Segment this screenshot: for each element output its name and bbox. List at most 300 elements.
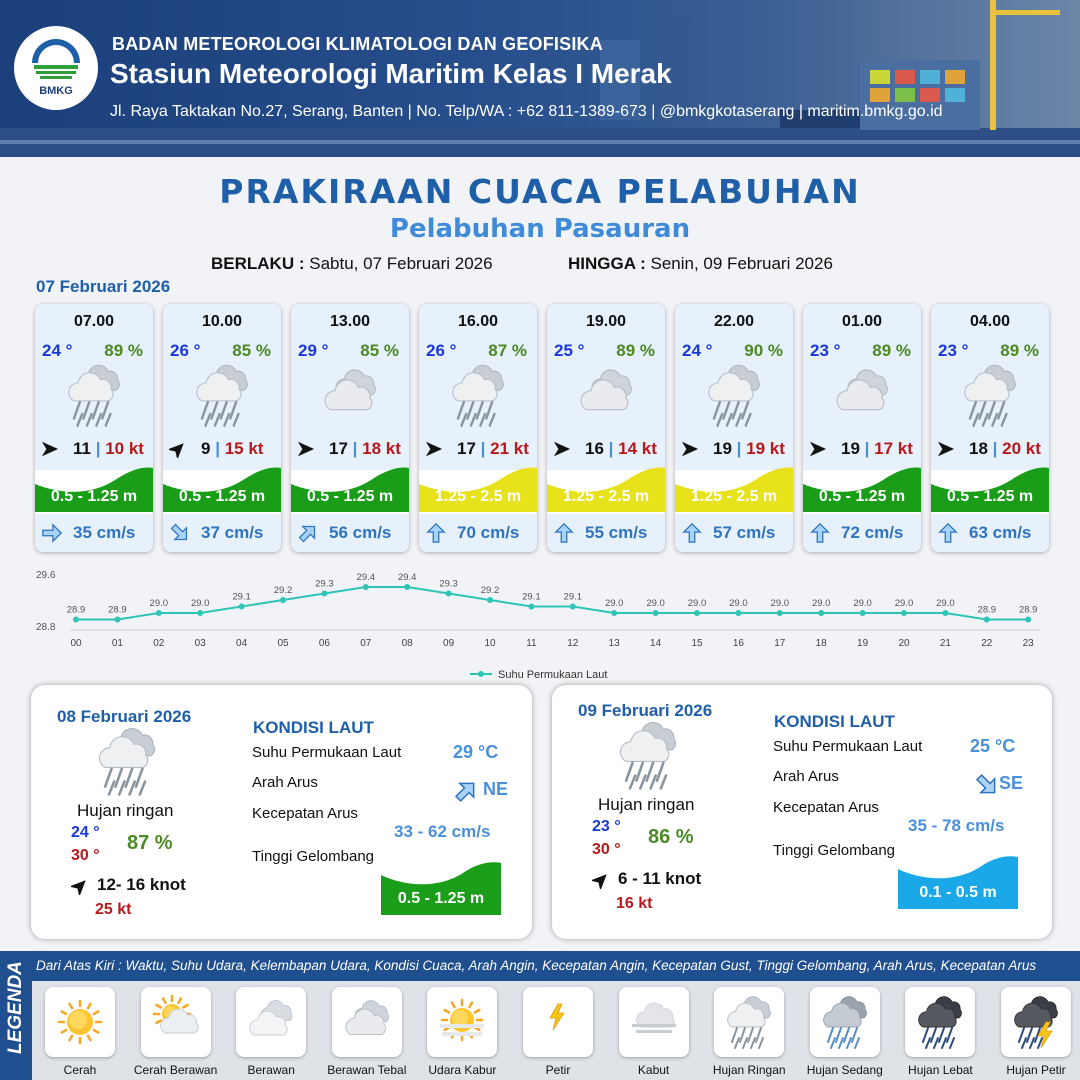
panel-wave-height: 0.1 - 0.5 m [919,884,997,901]
berawan-tebal-icon [317,362,383,428]
data-label: 28.9 [977,604,997,616]
header-banner [0,0,1080,157]
legend-item [45,987,115,1077]
data-point [611,610,617,616]
forecast-card [675,304,793,552]
legend-item-label: Kabut [637,1063,670,1077]
panel-wind-speed: 6 - 11 knot [618,869,702,888]
panel-temp-min: 24 ° [71,824,100,841]
legend-icon-box [714,987,784,1057]
wind-row [35,437,153,461]
legend-icon-box [1001,987,1071,1057]
current-direction-icon [297,522,319,544]
berawan-icon [243,994,299,1050]
wave-height-label: Tinggi Gelombang [252,848,375,865]
wind-speed: 17 [457,439,476,458]
port-name: Pelabuhan Pasauran [389,214,691,244]
cerah-icon [52,994,108,1050]
weather-condition [701,362,767,428]
panel-temp-max: 30 ° [71,847,100,864]
air-temperature: 26 ° [426,341,457,360]
data-label: 29.3 [315,578,334,590]
weather-condition [317,362,383,428]
wind-speed-row [73,439,144,459]
berawan-tebal-icon [339,994,395,1050]
forecast-card [931,304,1049,552]
data-point [570,604,576,610]
panel-wind-speed: 12- 16 knot [97,875,186,894]
bmkg-logo [14,26,98,110]
panel-humidity: 87 % [127,832,173,854]
panel-date: 08 Februari 2026 [57,707,192,726]
wind-row [675,437,793,461]
data-label: 29.0 [687,598,707,609]
weather-condition [61,362,127,428]
air-temperature: 29 ° [298,341,329,360]
current-direction-icon [809,522,831,544]
daily-panel [552,685,1052,939]
hujan-ringan-icon [61,362,127,428]
legend-icon-box [45,987,115,1057]
wind-direction-icon [681,440,699,458]
current-speed-label: Kecepatan Arus [252,805,358,822]
x-tick-label: 17 [774,638,786,649]
legend-item [523,987,593,1077]
gust-speed: 21 kt [490,439,529,458]
wave-height-label: Tinggi Gelombang [773,842,896,859]
page-title: PRAKIRAAN CUACA PELABUHAN [219,172,861,211]
forecast-time: 13.00 [329,313,371,330]
hujan-ringan-icon [445,362,511,428]
data-label: 29.1 [563,591,583,603]
wind-row [931,437,1049,461]
data-point [528,604,534,610]
x-tick-label: 21 [939,638,951,649]
station-address: Jl. Raya Taktakan No.27, Serang, Banten | No. Telp/WA : +62 811-1389-673 | @bmkgkotaserang | maritim.bmkg.go.id [110,103,943,120]
data-label: 29.2 [480,585,500,596]
hujan-ringan-icon [721,994,777,1050]
current-row [163,514,281,552]
wind-row [803,437,921,461]
wind-row [163,437,281,461]
legend-label: Suhu Permukaan Laut [498,669,608,681]
x-tick-label: 01 [111,638,123,649]
humidity: 90 % [744,341,783,360]
data-point [321,591,327,597]
data-point [860,610,866,616]
current-speed: 57 cm/s [713,523,776,542]
wind-row [547,437,665,461]
wind-speed: 11 [73,439,91,458]
wind-speed-row [713,439,785,459]
wind-direction-icon [169,440,187,458]
wind-speed-row [585,439,657,459]
current-direction-icon [553,522,575,544]
gust-speed: 20 kt [1002,439,1041,458]
daily-panel [31,685,532,939]
data-point [156,610,162,616]
wind-speed: 18 [969,439,988,458]
wave-height: 1.25 - 2.5 m [562,488,650,505]
current-speed: 35 cm/s [73,523,136,542]
wave-height: 0.5 - 1.25 m [178,488,266,505]
legend-item [905,987,975,1077]
current-direction-label: Arah Arus [773,768,839,785]
current-speed-label: Kecepatan Arus [773,799,879,816]
air-temperature: 26 ° [170,341,201,360]
y-tick-label: 29.6 [36,570,56,581]
data-label: 29.0 [190,598,210,609]
current-speed: 72 cm/s [841,523,904,542]
wind-direction-icon [297,440,315,458]
forecast-card [419,304,537,552]
legend-item-label: Hujan Sedang [806,1063,883,1077]
x-tick-label: 00 [70,638,82,649]
panel-wind-direction-icon [592,871,610,889]
data-label: 29.1 [522,591,541,603]
wind-direction-icon [809,440,827,458]
day1-date: 07 Februari 2026 [36,277,171,296]
sea-condition-title: KONDISI LAUT [774,712,895,731]
current-direction-icon [681,522,703,544]
gust-speed: 18 kt [362,439,401,458]
x-tick-label: 19 [857,638,869,649]
wind-direction-icon [553,440,571,458]
forecast-card [35,304,153,552]
current-direction-value: SE [999,773,1024,793]
data-point [984,617,990,623]
current-direction-icon [41,522,63,544]
data-point [487,597,493,603]
wind-speed-row [329,439,401,459]
legend-item [236,987,306,1077]
data-point [73,617,79,623]
panel-current-direction-icon [453,778,479,804]
wind-speed: 16 [585,439,604,458]
legend-side-tab [0,951,32,1080]
legend-item [806,987,883,1077]
air-temperature: 23 ° [938,341,969,360]
humidity: 89 % [104,341,143,360]
series-line [76,587,1028,620]
hujan-petir-icon [1008,994,1064,1050]
humidity: 89 % [1000,341,1039,360]
data-point [653,610,659,616]
data-label: 29.4 [397,572,417,583]
weather-condition [445,362,511,428]
x-tick-label: 20 [898,638,910,649]
forecast-time: 10.00 [201,313,243,330]
data-label: 29.0 [604,598,624,609]
x-tick-label: 05 [277,638,289,649]
valid-to [568,254,833,274]
x-tick-label: 18 [815,638,827,649]
data-point [735,610,741,616]
forecast-card [163,304,281,552]
data-label: 29.3 [439,578,458,590]
panel-gust: 25 kt [95,901,132,918]
legend-icon-box [905,987,975,1057]
valid-to-label: HINGGA : [568,254,646,273]
legend [0,951,1080,1080]
legend-item-label: Hujan Petir [1006,1063,1066,1077]
logo-text: BMKG [39,85,73,97]
data-label: 29.0 [936,598,955,609]
x-tick-label: 15 [691,638,703,649]
wind-direction-icon [937,440,955,458]
weather-condition [829,362,895,428]
forecast-card [547,304,665,552]
panel-gust: 16 kt [616,895,653,912]
hujan-ringan-icon [91,725,163,797]
data-point [239,604,245,610]
station-name: Stasiun Meteorologi Maritim Kelas I Merak [110,58,672,89]
data-label: 29.0 [149,598,169,609]
hujan-sedang-icon [817,994,873,1050]
gust-speed: 15 kt [224,439,264,458]
air-temperature: 23 ° [810,341,841,360]
data-point [942,610,948,616]
wave-height: 1.25 - 2.5 m [434,488,522,505]
sea-surface-temperature-chart [30,562,1060,682]
current-speed-value: 33 - 62 cm/s [394,822,491,841]
hujan-ringan-icon [189,362,255,428]
legend-item [619,987,689,1077]
data-label: 29.4 [356,572,376,583]
data-label: 28.9 [108,604,127,616]
bmkg-emblem-icon [28,39,84,83]
x-tick-label: 02 [153,638,165,649]
wind-separator: | [215,439,220,458]
panel-date: 09 Februari 2026 [578,701,713,720]
y-tick-label: 28.8 [36,622,56,633]
data-point [1025,617,1031,623]
data-label: 29.0 [853,598,872,609]
current-direction-icon [425,522,447,544]
wind-direction-icon [41,440,59,458]
legend-description: Dari Atas Kiri : Waktu, Suhu Udara, Kelembapan Udara, Kondisi Cuaca, Arah Angin, Kecepatan Angin, Kecepatan Gust, Tinggi Gelombang, Arah Arus, Kecepatan Arus [32,951,1080,981]
panel-temp-min: 23 ° [592,818,621,835]
valid-from-label: BERLAKU : [211,254,305,273]
current-row [419,514,537,552]
humidity: 87 % [488,341,527,360]
data-point [404,584,410,590]
wave-height: 0.5 - 1.25 m [946,488,1034,505]
current-speed: 70 cm/s [457,523,520,542]
air-temperature: 24 ° [42,341,73,360]
legend-icon-box [236,987,306,1057]
panel-humidity: 86 % [648,826,694,848]
panel-condition: Hujan ringan [598,795,695,814]
wind-separator: | [864,439,870,458]
gust-speed: 14 kt [618,439,657,458]
forecast-time: 19.00 [585,313,627,330]
sst-label: Suhu Permukaan Laut [773,738,923,755]
current-row [547,514,665,552]
wind-separator: | [992,439,998,458]
legend-item [427,987,497,1077]
wind-direction-icon [425,440,443,458]
forecast-time: 07.00 [73,313,115,330]
wind-separator: | [480,439,486,458]
petir-icon [530,994,586,1050]
forecast-card [291,304,409,552]
data-label: 29.0 [894,598,914,609]
forecast-time: 16.00 [457,313,499,330]
air-temperature: 25 ° [554,341,585,360]
legend-item-label: Hujan Lebat [908,1063,973,1077]
data-label: 28.9 [66,604,86,616]
forecast-time: 01.00 [841,313,883,330]
hujan-ringan-icon [612,719,684,791]
valid-from-value: Sabtu, 07 Februari 2026 [309,254,493,273]
x-tick-label: 12 [567,638,579,649]
current-speed: 63 cm/s [969,523,1032,542]
legend-item-label: Udara Kabur [428,1063,497,1077]
data-label: 29.0 [770,598,790,609]
cerah-berawan-icon [148,994,204,1050]
legend-icon-box [810,987,880,1057]
legend-item [327,987,407,1077]
valid-to-value: Senin, 09 Februari 2026 [650,254,833,273]
data-point [818,610,824,616]
panel-wave-height: 0.5 - 1.25 m [397,890,485,907]
data-label: 29.0 [729,598,748,609]
data-point [197,610,203,616]
organization-name: BADAN METEOROLOGI KLIMATOLOGI DAN GEOFISIKA [112,34,603,54]
x-tick-label: 03 [194,638,206,649]
hujan-lebat-icon [912,994,968,1050]
wave-height: 0.5 - 1.25 m [50,488,138,505]
data-label: 29.1 [232,591,251,603]
wave-height: 0.5 - 1.25 m [818,488,906,505]
x-tick-label: 11 [526,638,537,649]
legend-side-label: LEGENDA [5,961,26,1054]
panel-condition-icon [612,719,684,796]
panel-current-direction-icon [974,772,1000,798]
legend-icon-box [141,987,211,1057]
x-tick-label: 13 [608,638,620,649]
x-tick-label: 04 [236,638,248,649]
panel-condition: Hujan ringan [77,801,174,820]
wind-speed: 9 [201,439,211,458]
gust-speed: 19 kt [746,439,785,458]
hujan-ringan-icon [701,362,767,428]
gust-speed: 10 kt [105,439,144,458]
legend-icon-box [332,987,402,1057]
legend-item [1001,987,1071,1077]
wave-height: 0.5 - 1.25 m [306,488,394,505]
x-tick-label: 22 [981,638,993,649]
forecast-card [803,304,921,552]
weather-condition [189,362,255,428]
humidity: 85 % [360,341,399,360]
kabut-icon [626,994,682,1050]
wind-speed-row [841,439,913,459]
current-speed: 56 cm/s [329,523,392,542]
legend-marker [478,671,484,677]
current-direction-icon [937,522,959,544]
weather-condition [957,362,1023,428]
air-temperature: 24 ° [682,341,713,360]
legend-icon-box [427,987,497,1057]
legend-item-label: Cerah Berawan [133,1063,218,1077]
gust-speed: 17 kt [874,439,913,458]
legend-item [133,987,218,1077]
wind-speed: 17 [329,439,348,458]
legend-item-label: Berawan [247,1063,295,1077]
panel-temp-max: 30 ° [592,841,621,858]
berawan-tebal-icon [829,362,895,428]
x-tick-label: 23 [1022,638,1034,649]
legend-icon-box [523,987,593,1057]
data-label: 29.0 [811,598,831,609]
current-speed: 55 cm/s [585,523,648,542]
current-row [931,514,1049,552]
x-tick-label: 08 [401,638,413,649]
wind-row [291,437,409,461]
panel-condition-icon [91,725,163,802]
data-label: 29.2 [273,585,293,596]
data-label: 29.0 [646,598,665,609]
weather-condition [573,362,639,428]
current-speed: 37 cm/s [201,523,264,542]
data-label: 28.9 [1018,604,1038,616]
wind-speed-row [969,439,1041,459]
wind-separator: | [95,439,101,458]
data-point [901,610,907,616]
panel-wind-direction-icon [71,877,89,895]
hujan-ringan-icon [957,362,1023,428]
wind-separator: | [352,439,358,458]
current-direction-value: NE [483,779,509,799]
legend-item [712,987,786,1077]
wind-separator: | [608,439,614,458]
sst-label: Suhu Permukaan Laut [252,744,402,761]
current-speed-value: 35 - 78 cm/s [908,816,1005,835]
legend-item-label: Petir [545,1063,571,1077]
valid-from [211,254,493,274]
current-row [803,514,921,552]
forecast-time: 04.00 [969,313,1011,330]
x-tick-label: 16 [732,638,744,649]
x-tick-label: 10 [484,638,496,649]
wind-speed: 19 [713,439,732,458]
data-point [777,610,783,616]
wind-speed-row [457,439,529,459]
sst-value: 29 °C [453,742,499,762]
udara-kabur-icon [434,994,490,1050]
x-tick-label: 14 [650,638,662,649]
data-point [114,617,120,623]
x-tick-label: 06 [318,638,330,649]
current-direction-icon [169,522,191,544]
berawan-tebal-icon [573,362,639,428]
current-direction-label: Arah Arus [252,774,318,791]
sea-condition-title: KONDISI LAUT [253,718,374,737]
legend-icon-box [619,987,689,1057]
humidity: 89 % [872,341,911,360]
legend-item-label: Berawan Tebal [327,1063,407,1077]
wave-height: 1.25 - 2.5 m [690,488,778,505]
legend-item-label: Hujan Ringan [712,1063,786,1077]
forecast-time: 22.00 [713,313,755,330]
wind-separator: | [736,439,742,458]
current-row [35,514,153,552]
wind-speed-row [201,439,263,459]
wind-row [419,437,537,461]
sst-value: 25 °C [970,736,1016,756]
